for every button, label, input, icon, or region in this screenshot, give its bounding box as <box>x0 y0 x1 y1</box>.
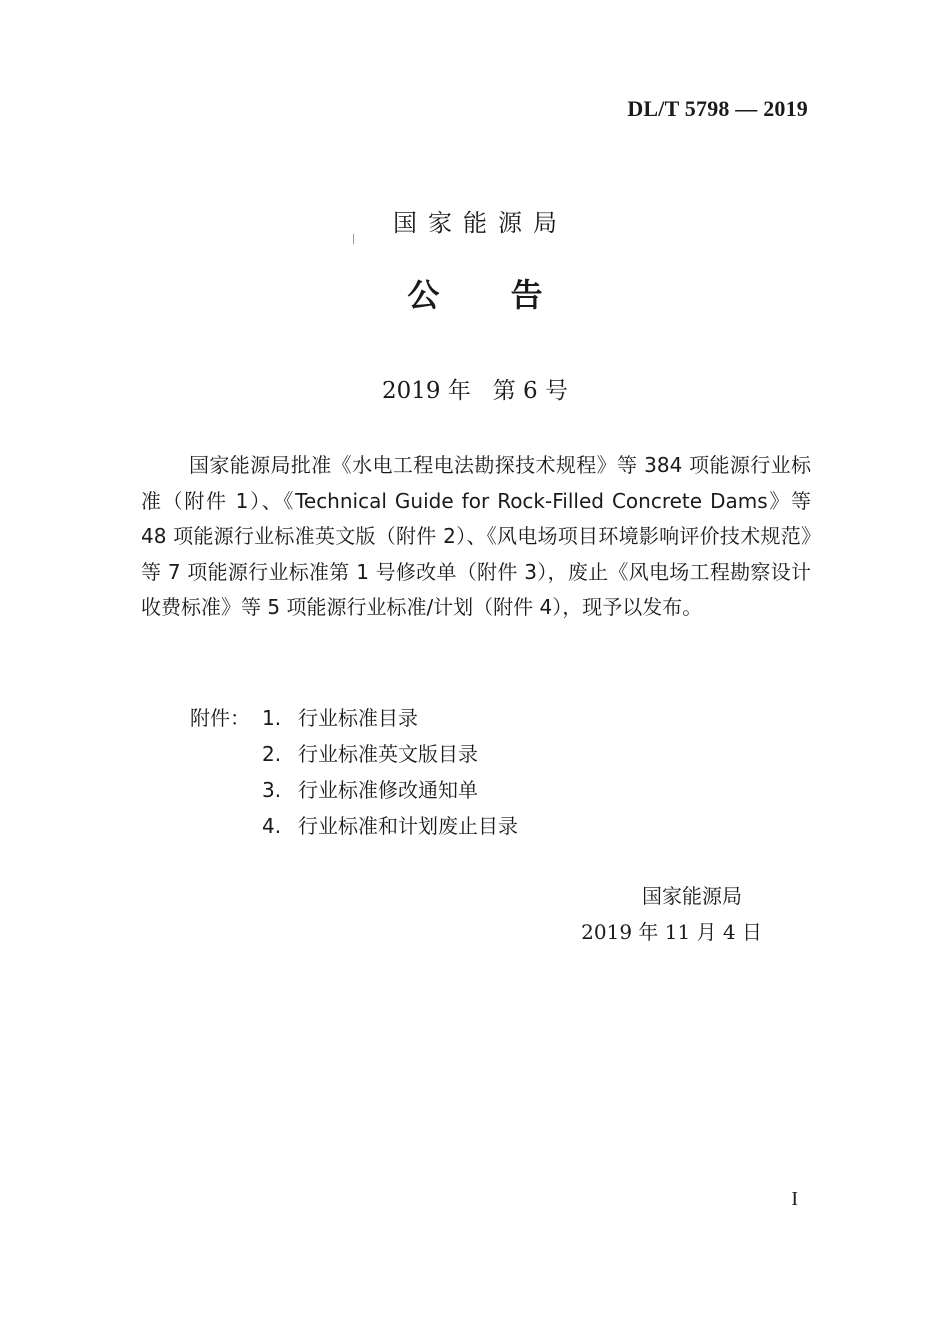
signature-organization: 国家能源局 <box>642 884 742 908</box>
attachment-label: 行业标准英文版目录 <box>298 742 478 766</box>
signature-block <box>581 878 762 950</box>
attachment-item <box>190 736 518 772</box>
issuer-title: 国家能源局 <box>393 209 568 237</box>
page-number: I <box>791 1188 798 1210</box>
attachment-item <box>190 808 518 844</box>
signature-date: 2019 年 11 月 4 日 <box>581 920 762 944</box>
attachment-label: 行业标准目录 <box>298 706 418 730</box>
announcement-paragraph: 国家能源局批准《水电工程电法勘探技术规程》等 384 项能源行业标准（附件 1）、《Technical Guide for Rock-Filled Concrete Dams》等 48 项能源行业标准英文版（附件 2）、《风电场项目环境影响评价技术规范》等 7 项能源行业标准第 1 号修改单（附件 3），废止《风电场工程勘察设计收费标准》等 5 项能源行业标准/计划（附件 4），现予以发布。 <box>141 453 811 619</box>
attachment-item <box>190 772 518 808</box>
attachment-number: 4. <box>262 814 282 838</box>
doc-type-title: 公 告 <box>407 276 543 314</box>
attachments-list <box>190 700 518 844</box>
attachment-number: 3. <box>262 778 282 802</box>
attachment-number: 1. <box>262 706 282 730</box>
doc-number: 2019 年 第 6 号 <box>381 378 569 404</box>
attachment-label: 行业标准修改通知单 <box>298 778 478 802</box>
attachments-prefix: 附件： <box>190 706 250 730</box>
attachment-label: 行业标准和计划废止目录 <box>298 814 518 838</box>
attachment-item <box>190 700 518 736</box>
standard-code: DL/T 5798 — 2019 <box>627 96 808 121</box>
attachment-number: 2. <box>262 742 282 766</box>
